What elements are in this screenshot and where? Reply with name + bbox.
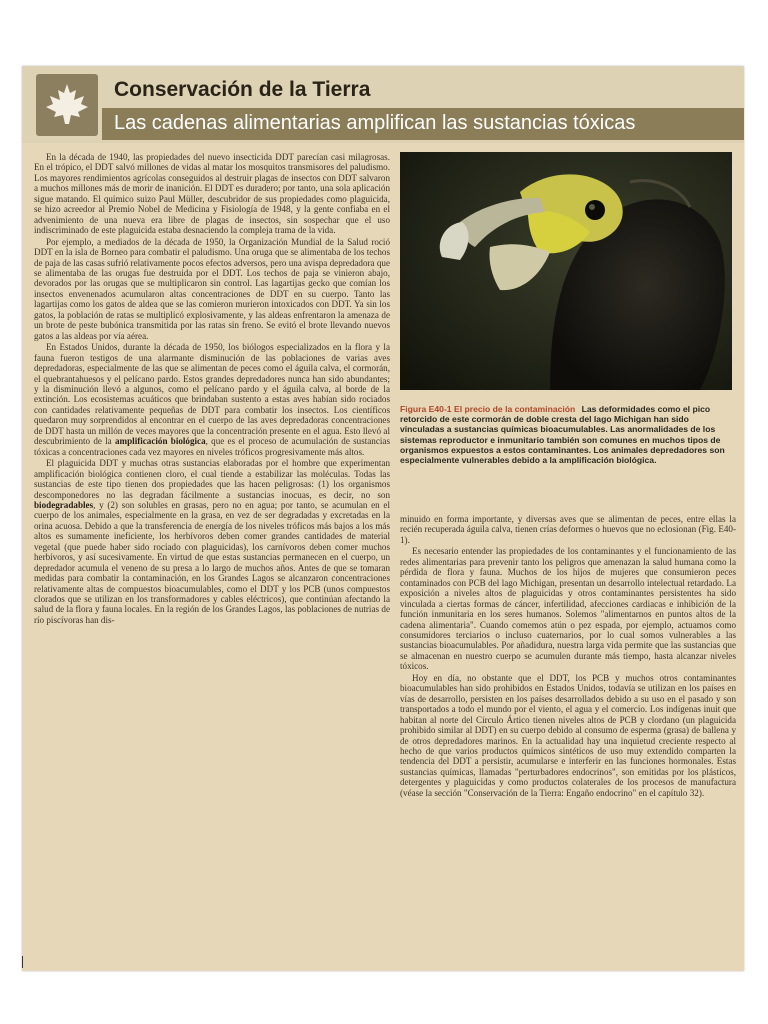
left-column bbox=[34, 152, 390, 962]
figure-title: Figura E40-1 El precio de la contaminación bbox=[400, 404, 576, 414]
paragraph: En la década de 1940, las propiedades del nuevo insecticida DDT parecían casi milagrosas. En el trópico, el DDT salvó millones de vidas al matar los mosquitos transmisores del paludismo. Los mayores rendimientos agrícolas conseguidos al destruir plagas de insectos con DDT salvaron a muchos millones más de morir de inanición. El DDT es duradero; por tanto, una sola aplicación sigue matando. El químico suizo Paul Müller, descubridor de sus propiedades como plaguicida, se hizo acreedor al Premio Nobel de Medicina y Fisiología de 1948, y la gente confiaba en el advenimiento de una nueva era libre de plagas de insectos, sin sospechar que el uso indiscriminado de este plaguicida estaba desnaciendo la compleja trama de la vida. bbox=[34, 152, 390, 236]
section-header bbox=[22, 66, 744, 143]
paragraph: En Estados Unidos, durante la década de 1950, los biólogos especializados en la flora y la fauna fueron testigos de una alarmante disminución de las poblaciones de varias aves depredadoras, especialmente de las que se alimentan de peces como el águila calva, el cormorán, el quebrantahuesos y el pelícano pardo. Estos grandes depredadores nunca han sido abundantes; y la disminución llevó a algunos, como el pelícano pardo y el águila calva, al borde de la extinción. Los ecosistemas acuáticos que brindaban sustento a estas aves habían sido rociados con cantidades relativamente pequeñas de DDT para combatir los insectos. Los científicos quedaron muy sorprendidos al encontrar en el cuerpo de las aves depredadoras concentraciones de DDT hasta un millón de veces mayores que la concentración presente en el agua. Esto llevó al descubrimiento de la amplificación biológica, que es el proceso de acumulación de sustancias tóxicas a concentraciones cada vez mayores en niveles tróficos progresivamente más altos. bbox=[34, 342, 390, 457]
key-term: biodegradables bbox=[34, 499, 94, 510]
textbook-page bbox=[22, 66, 744, 971]
paragraph: Es necesario entender las propiedades de los contaminantes y el funcionamiento de las redes alimentarias para prevenir tanto los peligros que amenazan la salud humana como la pérdida de flora y fauna. Muchos de los hijos de mujeres que consumieron peces contaminados con PCB del lago Michigan, presentan un desarrollo intelectual retardado. La exposición a niveles altos de plaguicidas y otros contaminantes persistentes ha sido vinculada a ciertas formas de cáncer, infertilidad, afecciones cardiacas e inhibición de la función inmunitaria en los seres humanos. Solemos "alimentarnos en puntos altos de la cadena alimentaria". Cuando comemos atún o pez espada, por ejemplo, actuamos como consumidores terciarios o incluso cuaternarios, por lo cual somos vulnerables a las sustancias bioacumulables. Por añadidura, nuestra larga vida permite que las sustancias que se almacenan en nuestro cuerpo se acumulen durante más tiempo, hasta alcanzar niveles tóxicos. bbox=[400, 546, 736, 672]
section-title: Conservación de la Tierra bbox=[114, 78, 371, 101]
figure-caption-text: Las deformidades como el pico retorcido de este cormorán de doble cresta del lago Michigan han sido vinculadas a sustancias químicas bioacumulables. Las anormalidades de los sistemas reproductor e inmunitario también son comunes en muchos tipos de organismos expuestos a estos contaminantes. Los animales depredadores son especialmente vulnerables debido a la amplificación biológica. bbox=[400, 404, 725, 466]
section-subtitle: Las cadenas alimentarias amplifican las sustancias tóxicas bbox=[114, 112, 636, 134]
right-column bbox=[400, 514, 736, 964]
subtitle-band bbox=[102, 108, 744, 140]
figure-caption bbox=[400, 404, 734, 465]
paragraph: minuido en forma importante, y diversas aves que se alimentan de peces, entre ellas la recién recuperada águila calva, tienen crías deformes o huevos que no eclosionan (Fig. E40-1). bbox=[400, 514, 736, 545]
maple-leaf-icon bbox=[36, 74, 98, 136]
paragraph: El plaguicida DDT y muchas otras sustancias elaboradas por el hombre que experimentan amplificación biológica contienen cloro, el cual tiende a estabilizar las moléculas. Todas las sustancias de este tipo tienen dos propiedades que las hacen peligrosas: (1) los organismos descomponedores no las degradan fácilmente a sustancias inocuas, es decir, no son biodegradables, y (2) son solubles en grasas, pero no en agua; por tanto, se acumulan en el cuerpo de los animales, especialmente en la grasa, en vez de ser degradadas y excretadas en la orina acuosa. Debido a que la transferencia de energía de los niveles tróficos más bajos a los más altos es sumamente ineficiente, los herbívoros deben comer grandes cantidades de material vegetal (que puede haber sido rociado con plaguicidas), los carnívoros deben comer muchos herbívoros, y así sucesivamente. En virtud de que estas sustancias permanecen en el cuerpo, un depredador acumula el veneno de su presa a lo largo de muchos años. Antes de que se tomaran medidas para combatir la contaminación, en los Grandes Lagos se alcanzaron concentraciones relativamente altas de compuestos bioacumulables, como el DDT y los PCB (unos compuestos clorados que se utilizan en los transformadores y cables eléctricos), que continúan afectando la salud de la flora y fauna locales. En la región de los Grandes Lagos, las poblaciones de nutrias de río piscívoras han dis- bbox=[34, 458, 390, 625]
paragraph: Hoy en día, no obstante que el DDT, los PCB y muchos otros contaminantes bioacumulables han sido prohibidos en Estados Unidos, todavía se utilizan en los países en vías de desarrollo, persisten en los países desarrollados debido a su uso en el pasado y son transportados a todo el mundo por el viento, el agua y el comercio. Los indígenas inuit que habitan al norte del Círculo Ártico tienen niveles altos de PCB y clordano (un plaguicida prohibido similar al DDT) en su cuerpo debido al consumo de esperma (grasa) de ballena y de otros depredadores marinos. En la actualidad hay una inquietud creciente respecto al hecho de que varios productos químicos sintéticos de uso muy extendido comparten la tendencia del DDT a persistir, acumularse e interferir en las funciones hormonales. Estas sustancias químicas, llamadas "perturbadores endocrinos", son emitidas por los plásticos, detergentes y plaguicidas y como productos colaterales de los procesos de manufactura (véase la sección "Conservación de la Tierra: Engaño endocrino" en el capítulo 32). bbox=[400, 672, 736, 798]
page-edge-mark bbox=[22, 956, 23, 968]
paragraph: Por ejemplo, a mediados de la década de 1950, la Organización Mundial de la Salud roció DDT en la isla de Borneo para combatir el paludismo. Una oruga que se alimentaba de los techos de paja de las casas sufrió relativamente pocos efectos adversos, pero una avispa depredadora que se alimentaba de las orugas fue destruida por el DDT. Los techos de paja se vinieron abajo, devorados por las orugas que se multiplicaron sin control. Las lagartijas gecko que comían los insectos envenenados acumularon altas concentraciones de DDT en su cuerpo. Tanto las lagartijas como los gatos de aldea que se las comieron murieron intoxicados con DDT. Ya sin los gatos, la población de ratas se multiplicó explosivamente, y las aldeas enfrentaron la amenaza de un brote de peste bubónica transmitida por las ratas sin freno. Se evitó el brote llevando nuevos gatos a las aldeas por vía aérea. bbox=[34, 236, 390, 341]
cormorant-photo bbox=[400, 152, 732, 390]
key-term: amplificación biológica bbox=[114, 436, 206, 447]
